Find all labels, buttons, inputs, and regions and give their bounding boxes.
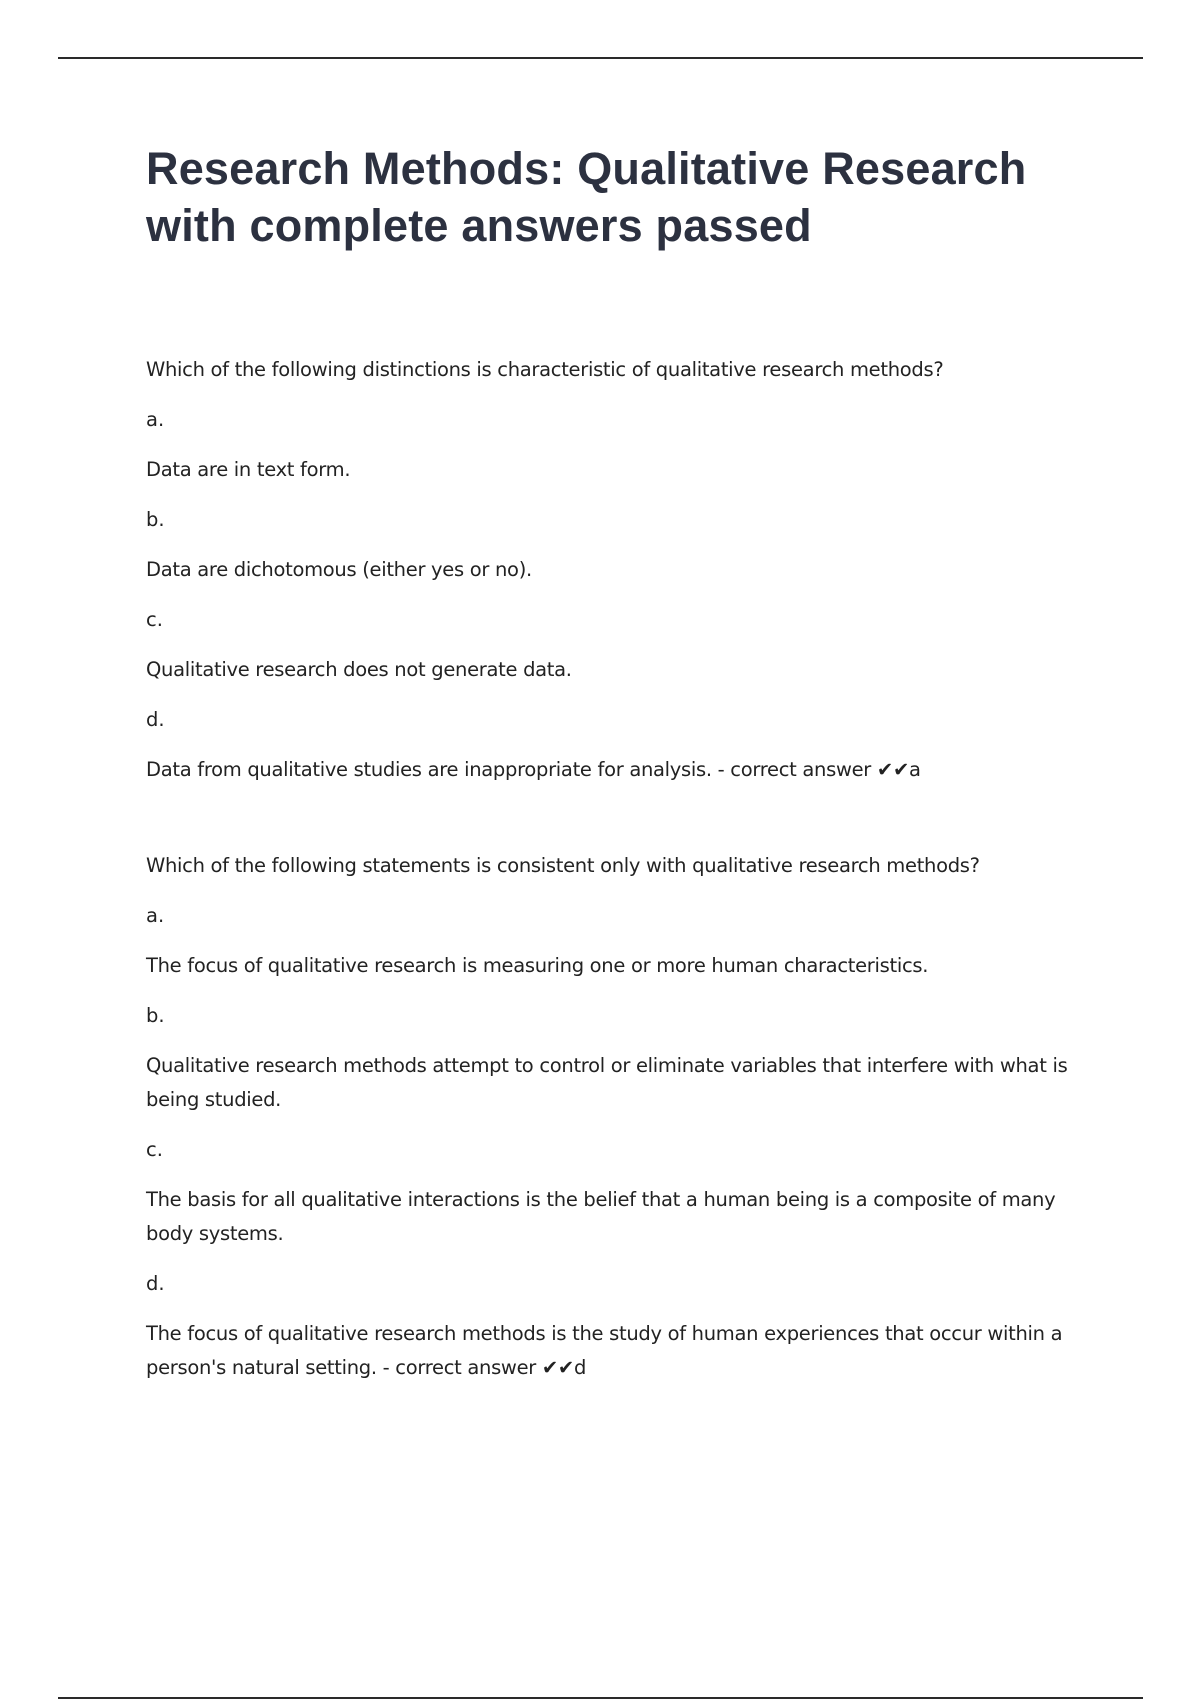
document-title: Research Methods: Qualitative Research with complete answers passed <box>146 143 1027 251</box>
option-letter: c. <box>146 1138 163 1161</box>
question-2 <box>146 849 1096 1385</box>
question-prompt: Which of the following distinctions is characteristic of qualitative research methods? <box>146 358 944 381</box>
option-letter: b. <box>146 1004 165 1027</box>
option-text-with-answer: Data from qualitative studies are inappropriate for analysis. - correct answer ✔✔a <box>146 758 921 781</box>
option-text: Qualitative research does not generate data. <box>146 658 572 681</box>
question-1 <box>146 353 1096 787</box>
question-list <box>146 353 1096 1385</box>
option-text-with-answer: The focus of qualitative research methods is the study of human experiences that occur within a person's natural setting. - correct answer ✔✔d <box>146 1322 1063 1379</box>
document-body <box>146 140 1096 1385</box>
option-letter: b. <box>146 508 165 531</box>
footer-rule <box>58 1697 1143 1699</box>
option-text: The focus of qualitative research is measuring one or more human characteristics. <box>146 954 929 977</box>
option-text: Data are in text form. <box>146 458 351 481</box>
option-letter: c. <box>146 608 163 631</box>
option-text: Data are dichotomous (either yes or no). <box>146 558 532 581</box>
option-letter: a. <box>146 408 165 431</box>
option-letter: d. <box>146 1272 165 1295</box>
option-text: Qualitative research methods attempt to control or eliminate variables that interfere with what is being studied. <box>146 1054 1068 1111</box>
option-letter: d. <box>146 708 165 731</box>
option-text: The basis for all qualitative interactions is the belief that a human being is a composite of many body systems. <box>146 1188 1056 1245</box>
question-prompt: Which of the following statements is consistent only with qualitative research methods? <box>146 854 980 877</box>
header-rule <box>58 57 1143 59</box>
option-letter: a. <box>146 904 165 927</box>
